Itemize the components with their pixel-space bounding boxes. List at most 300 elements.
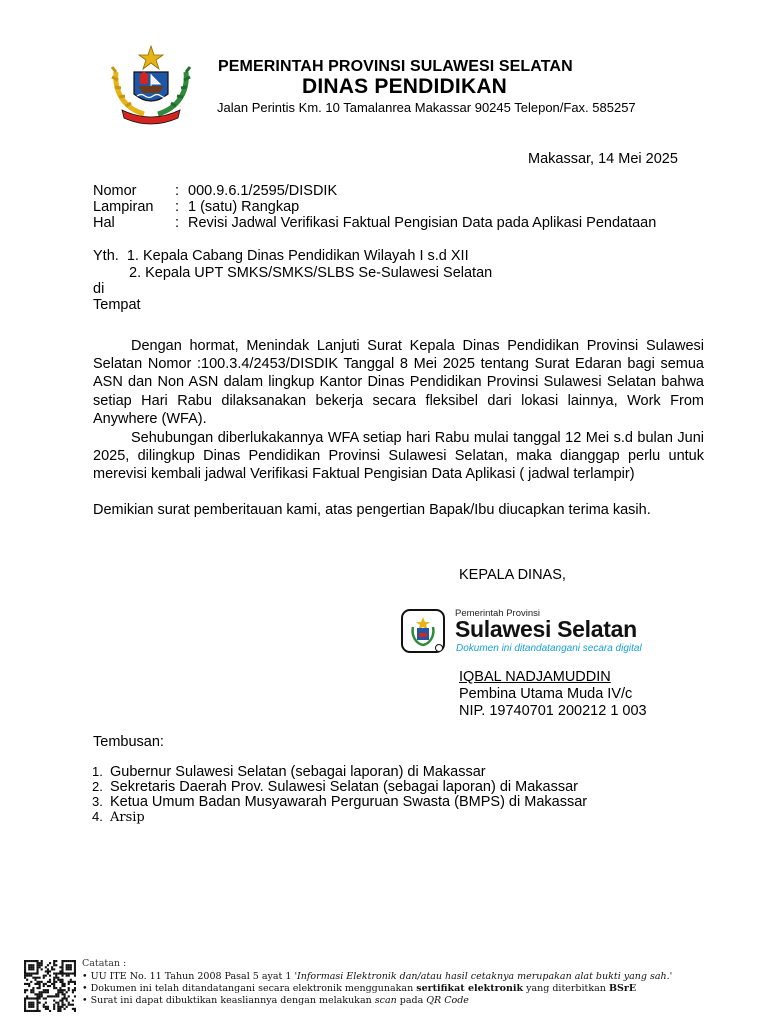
- qr-module: [61, 981, 63, 983]
- qr-module: [61, 962, 63, 964]
- qr-module: [61, 972, 63, 974]
- qr-module: [51, 966, 53, 968]
- qr-module: [41, 995, 43, 997]
- qr-module: [55, 981, 57, 983]
- qr-module: [41, 993, 43, 995]
- qr-module: [57, 979, 59, 981]
- qr-module: [36, 968, 38, 970]
- qr-module: [61, 1004, 63, 1006]
- qr-module: [41, 964, 43, 966]
- qr-module: [24, 968, 26, 970]
- qr-module: [59, 972, 61, 974]
- qr-module: [30, 964, 32, 966]
- qr-module: [70, 981, 72, 983]
- qr-module: [47, 972, 49, 974]
- qr-module: [36, 981, 38, 983]
- qr-module: [70, 972, 72, 974]
- qr-module: [64, 997, 66, 999]
- qr-module: [61, 985, 63, 987]
- footer-note-3-qr: QR Code: [426, 995, 469, 1006]
- qr-module: [28, 968, 30, 970]
- qr-module: [61, 970, 63, 972]
- qr-module: [55, 995, 57, 997]
- qr-module: [61, 993, 63, 995]
- qr-module: [53, 987, 55, 989]
- qr-module: [39, 1010, 41, 1012]
- qr-module: [45, 991, 47, 993]
- qr-module: [53, 1004, 55, 1006]
- qr-code: [24, 960, 76, 1012]
- qr-module: [66, 972, 68, 974]
- qr-module: [39, 985, 41, 987]
- qr-module: [74, 964, 76, 966]
- cc-item-text: Ketua Umum Badan Musyawarah Perguruan Swasta (BMPS) di Makassar: [110, 794, 588, 810]
- qr-module: [59, 991, 61, 993]
- letterhead-government: PEMERINTAH PROVINSI SULAWESI SELATAN: [218, 58, 573, 75]
- meta-colon: :: [175, 183, 180, 199]
- recipient-tempat: Tempat: [93, 297, 141, 313]
- qr-module: [32, 991, 34, 993]
- qr-module: [53, 964, 55, 966]
- qr-module: [24, 970, 26, 972]
- cc-item: [92, 779, 578, 795]
- qr-module: [61, 1006, 63, 1008]
- qr-module: [34, 979, 36, 981]
- qr-module: [51, 983, 53, 985]
- qr-module: [30, 972, 32, 974]
- qr-module: [70, 960, 72, 962]
- qr-module: [24, 977, 26, 979]
- qr-module: [28, 964, 30, 966]
- qr-module: [24, 975, 26, 977]
- qr-module: [28, 1004, 30, 1006]
- qr-module: [36, 983, 38, 985]
- qr-module: [53, 960, 55, 962]
- qr-module: [55, 964, 57, 966]
- cc-item: [92, 794, 587, 810]
- qr-module: [47, 991, 49, 993]
- qr-module: [49, 970, 51, 972]
- qr-module: [47, 995, 49, 997]
- qr-module: [28, 960, 30, 962]
- qr-module: [64, 960, 66, 962]
- qr-module: [36, 966, 38, 968]
- qr-module: [64, 1008, 66, 1010]
- qr-module: [45, 983, 47, 985]
- qr-module: [30, 981, 32, 983]
- qr-module: [68, 972, 70, 974]
- qr-module: [59, 1000, 61, 1002]
- qr-module: [45, 1008, 47, 1010]
- qr-module: [61, 964, 63, 966]
- cc-item: [92, 809, 145, 826]
- qr-module: [47, 1008, 49, 1010]
- qr-module: [43, 1004, 45, 1006]
- qr-module: [49, 975, 51, 977]
- qr-module: [32, 977, 34, 979]
- qr-module: [41, 981, 43, 983]
- cc-heading: Tembusan:: [93, 734, 164, 750]
- qr-module: [53, 972, 55, 974]
- qr-module: [24, 966, 26, 968]
- qr-module: [74, 968, 76, 970]
- qr-module: [34, 983, 36, 985]
- meta-value: 000.9.6.1/2595/DISDIK: [188, 183, 338, 199]
- qr-module: [72, 1008, 74, 1010]
- cc-item-number: 3.: [92, 794, 103, 809]
- qr-module: [53, 962, 55, 964]
- qr-module: [41, 991, 43, 993]
- qr-module: [45, 1006, 47, 1008]
- qr-module: [49, 985, 51, 987]
- qr-module: [61, 983, 63, 985]
- qr-module: [45, 975, 47, 977]
- digital-signature-stamp: [399, 606, 649, 656]
- qr-module: [70, 979, 72, 981]
- footer-note-1-quote: 'Informasi Elektronik dan/atau hasil cetaknya merupakan alat bukti yang sah.': [294, 971, 673, 982]
- qr-module: [74, 983, 76, 985]
- cc-item-number: 1.: [92, 764, 103, 779]
- qr-module: [30, 997, 32, 999]
- qr-module: [39, 995, 41, 997]
- cc-item-number: 2.: [92, 779, 103, 794]
- qr-module: [36, 1010, 38, 1012]
- qr-module: [43, 997, 45, 999]
- qr-module: [43, 989, 45, 991]
- qr-module: [39, 993, 41, 995]
- qr-module: [66, 964, 68, 966]
- qr-module: [36, 1006, 38, 1008]
- qr-module: [57, 972, 59, 974]
- qr-module: [41, 962, 43, 964]
- letter-date: Makassar, 14 Mei 2025: [528, 151, 678, 167]
- qr-module: [39, 981, 41, 983]
- qr-module: [24, 983, 26, 985]
- qr-module: [24, 991, 26, 993]
- qr-module: [64, 1004, 66, 1006]
- qr-module: [61, 1002, 63, 1004]
- qr-module: [70, 968, 72, 970]
- qr-module: [61, 991, 63, 993]
- qr-module: [59, 1008, 61, 1010]
- qr-module: [64, 993, 66, 995]
- qr-module: [55, 1002, 57, 1004]
- qr-module: [32, 1010, 34, 1012]
- qr-module: [57, 1010, 59, 1012]
- meta-label: Nomor: [93, 183, 137, 199]
- qr-module: [68, 989, 70, 991]
- qr-module: [39, 997, 41, 999]
- qr-module: [53, 995, 55, 997]
- body-paragraph-1: Dengan hormat, Menindak Lanjuti Surat Kepala Dinas Pendidikan Provinsi Sulawesi Selatan Nomor :100.3.4/2453/DISDIK Tanggal 8 Mei 2025 tentang Surat Edaran bagi semua ASN dan Non ASN dalam lingkup Kantor Dinas Pendidikan Provinsi Sulawesi Selatan bahwa setiap Hari Rabu dilaksanakan bekerja secara fleksibel dari lokasi lainnya, Work From Anywhere (WFA).: [93, 338, 704, 427]
- qr-module: [72, 991, 74, 993]
- qr-module: [61, 1000, 63, 1002]
- qr-module: [39, 1002, 41, 1004]
- qr-module: [32, 960, 34, 962]
- qr-module: [24, 960, 26, 962]
- province-emblem-logo: [104, 42, 198, 126]
- qr-module: [55, 993, 57, 995]
- qr-module: [66, 975, 68, 977]
- cc-item-text: Gubernur Sulawesi Selatan (sebagai laporan) di Makassar: [110, 764, 486, 780]
- footer-note-2-mid: yang diterbitkan: [523, 983, 609, 994]
- qr-module: [68, 983, 70, 985]
- qr-module: [61, 960, 63, 962]
- qr-module: [47, 981, 49, 983]
- qr-module: [70, 964, 72, 966]
- qr-module: [64, 985, 66, 987]
- qr-module: [28, 1010, 30, 1012]
- qr-module: [39, 987, 41, 989]
- qr-module: [59, 1006, 61, 1008]
- qr-module: [68, 1004, 70, 1006]
- qr-module: [59, 979, 61, 981]
- qr-module: [24, 997, 26, 999]
- qr-module: [66, 991, 68, 993]
- footer-note-1: [82, 971, 672, 983]
- qr-module: [74, 989, 76, 991]
- qr-module: [64, 983, 66, 985]
- qr-module: [74, 995, 76, 997]
- qr-module: [36, 964, 38, 966]
- qr-module: [47, 964, 49, 966]
- qr-module: [53, 1008, 55, 1010]
- qr-module: [36, 995, 38, 997]
- qr-module: [30, 968, 32, 970]
- qr-module: [45, 966, 47, 968]
- qr-module: [49, 979, 51, 981]
- meta-colon: :: [175, 215, 180, 231]
- qr-module: [66, 968, 68, 970]
- qr-module: [57, 1002, 59, 1004]
- qr-module: [24, 1002, 26, 1004]
- qr-module: [74, 981, 76, 983]
- qr-module: [32, 989, 34, 991]
- qr-module: [32, 966, 34, 968]
- qr-module: [57, 977, 59, 979]
- qr-module: [34, 997, 36, 999]
- qr-module: [24, 1006, 26, 1008]
- qr-module: [30, 1004, 32, 1006]
- qr-module: [36, 972, 38, 974]
- qr-module: [64, 995, 66, 997]
- recipient-di: di: [93, 281, 105, 297]
- qr-module: [30, 975, 32, 977]
- qr-module: [55, 975, 57, 977]
- qr-module: [49, 962, 51, 964]
- qr-module: [36, 993, 38, 995]
- qr-module: [24, 1008, 26, 1010]
- qr-module: [26, 997, 28, 999]
- qr-module: [28, 1002, 30, 1004]
- qr-module: [68, 995, 70, 997]
- qr-module: [26, 983, 28, 985]
- qr-module: [61, 968, 63, 970]
- qr-module: [59, 987, 61, 989]
- signatory-nip: NIP. 19740701 200212 1 003: [459, 703, 647, 719]
- qr-module: [61, 979, 63, 981]
- qr-module: [30, 991, 32, 993]
- qr-module: [59, 966, 61, 968]
- footer-note-3-prefix: • Surat ini dapat dibuktikan keasliannya dengan melakukan: [82, 995, 375, 1006]
- qr-module: [47, 985, 49, 987]
- qr-module: [39, 977, 41, 979]
- qr-module: [36, 987, 38, 989]
- meta-label: Lampiran: [93, 199, 154, 215]
- qr-module: [26, 975, 28, 977]
- qr-module: [26, 995, 28, 997]
- qr-module: [47, 1006, 49, 1008]
- qr-module: [74, 962, 76, 964]
- qr-module: [41, 960, 43, 962]
- qr-module: [57, 1008, 59, 1010]
- signatory-rank: Pembina Utama Muda IV/c: [459, 686, 633, 702]
- stamp-small-text: Pemerintah Provinsi: [455, 608, 541, 619]
- qr-module: [32, 1006, 34, 1008]
- qr-module: [24, 1004, 26, 1006]
- body-paragraph-closing: Demikian surat pemberitauan kami, atas pengertian Bapak/Ibu diucapkan terima kasih.: [93, 502, 651, 518]
- qr-module: [64, 989, 66, 991]
- qr-module: [28, 966, 30, 968]
- qr-module: [55, 987, 57, 989]
- qr-module: [68, 987, 70, 989]
- qr-module: [68, 981, 70, 983]
- qr-module: [34, 972, 36, 974]
- qr-module: [32, 1004, 34, 1006]
- qr-module: [49, 1010, 51, 1012]
- qr-module: [34, 1010, 36, 1012]
- qr-module: [61, 966, 63, 968]
- qr-module: [61, 975, 63, 977]
- qr-module: [30, 960, 32, 962]
- qr-module: [45, 970, 47, 972]
- qr-module: [43, 975, 45, 977]
- qr-module: [34, 977, 36, 979]
- qr-module: [30, 1010, 32, 1012]
- qr-module: [43, 991, 45, 993]
- qr-module: [74, 975, 76, 977]
- footer-note-2-bsre: BSrE: [608, 983, 637, 994]
- qr-module: [36, 970, 38, 972]
- footer-note-3-mid: pada: [396, 995, 427, 1006]
- footer-note-1-prefix: • UU ITE No. 11 Tahun 2008 Pasal 5 ayat 1: [82, 971, 295, 982]
- footer-note-3-scan: scan: [374, 995, 397, 1006]
- qr-module: [59, 981, 61, 983]
- qr-module: [57, 989, 59, 991]
- footer-heading: Catatan :: [82, 958, 127, 969]
- qr-module: [26, 979, 28, 981]
- qr-module: [53, 968, 55, 970]
- qr-module: [43, 985, 45, 987]
- qr-module: [47, 970, 49, 972]
- qr-module: [47, 968, 49, 970]
- qr-module: [53, 979, 55, 981]
- qr-module: [59, 989, 61, 991]
- stamp-emblem-icon: [401, 609, 445, 653]
- qr-module: [72, 1004, 74, 1006]
- qr-module: [30, 1006, 32, 1008]
- stamp-big-text: Sulawesi Selatan: [455, 616, 637, 642]
- footer-note-2-prefix: • Dokumen ini telah ditandatangani secara elektronik menggunakan: [82, 983, 417, 994]
- qr-module: [39, 964, 41, 966]
- qr-module: [55, 977, 57, 979]
- qr-module: [36, 977, 38, 979]
- qr-module: [26, 960, 28, 962]
- qr-module: [70, 966, 72, 968]
- body-paragraph-2: Sehubungan diberlukakannya WFA setiap hari Rabu mulai tanggal 12 Mei s.d bulan Juni 2025, dilingkup Dinas Pendidikan Provinsi Sulawesi Selatan, maka dianggap perlu untuk merevisi kembali jadwal Verifikasi Faktual Pengisian Data Aplikasi ( jadwal terlampir): [93, 430, 704, 483]
- qr-module: [68, 960, 70, 962]
- recipient-line-1: Yth. 1. Kepala Cabang Dinas Pendidikan Wilayah I s.d XII: [93, 248, 469, 264]
- qr-module: [24, 1010, 26, 1012]
- qr-module: [61, 989, 63, 991]
- qr-module: [66, 997, 68, 999]
- qr-module: [24, 1000, 26, 1002]
- qr-module: [32, 1002, 34, 1004]
- qr-module: [26, 1010, 28, 1012]
- qr-module: [66, 1000, 68, 1002]
- signature-title: KEPALA DINAS,: [459, 567, 566, 583]
- qr-module: [30, 1002, 32, 1004]
- qr-module: [28, 1006, 30, 1008]
- qr-module: [51, 995, 53, 997]
- qr-module: [72, 1000, 74, 1002]
- qr-module: [39, 983, 41, 985]
- qr-module: [24, 964, 26, 966]
- qr-module: [53, 1006, 55, 1008]
- qr-module: [68, 1002, 70, 1004]
- qr-module: [24, 972, 26, 974]
- qr-module: [43, 977, 45, 979]
- qr-module: [57, 991, 59, 993]
- qr-module: [39, 962, 41, 964]
- qr-module: [34, 993, 36, 995]
- qr-module: [74, 970, 76, 972]
- qr-module: [55, 960, 57, 962]
- cc-item-text: Sekretaris Daerah Prov. Sulawesi Selatan (sebagai laporan) di Makassar: [110, 779, 578, 795]
- qr-module: [74, 966, 76, 968]
- qr-module: [32, 968, 34, 970]
- qr-module: [66, 960, 68, 962]
- meta-label: Hal: [93, 215, 115, 231]
- signatory-name: IQBAL NADJAMUDDIN: [459, 669, 611, 685]
- footer-note-2: [82, 983, 636, 995]
- qr-module: [36, 962, 38, 964]
- qr-module: [45, 989, 47, 991]
- meta-value: Revisi Jadwal Verifikasi Faktual Pengisian Data pada Aplikasi Pendataan: [188, 215, 657, 231]
- qr-module: [74, 1008, 76, 1010]
- qr-module: [28, 972, 30, 974]
- meta-value: 1 (satu) Rangkap: [188, 199, 300, 215]
- qr-module: [26, 989, 28, 991]
- qr-module: [36, 1008, 38, 1010]
- qr-module: [28, 983, 30, 985]
- qr-module: [26, 972, 28, 974]
- qr-module: [57, 1004, 59, 1006]
- qr-module: [45, 997, 47, 999]
- qr-module: [68, 975, 70, 977]
- qr-module: [53, 983, 55, 985]
- qr-module: [53, 981, 55, 983]
- letterhead-agency: DINAS PENDIDIKAN: [302, 75, 508, 98]
- qr-module: [34, 960, 36, 962]
- meta-colon: :: [175, 199, 180, 215]
- qr-module: [36, 1002, 38, 1004]
- qr-module: [61, 997, 63, 999]
- qr-module: [51, 968, 53, 970]
- qr-module: [53, 977, 55, 979]
- qr-module: [36, 997, 38, 999]
- recipient-line-2: 2. Kepala UPT SMKS/SMKS/SLBS Se-Sulawesi Selatan: [129, 265, 493, 281]
